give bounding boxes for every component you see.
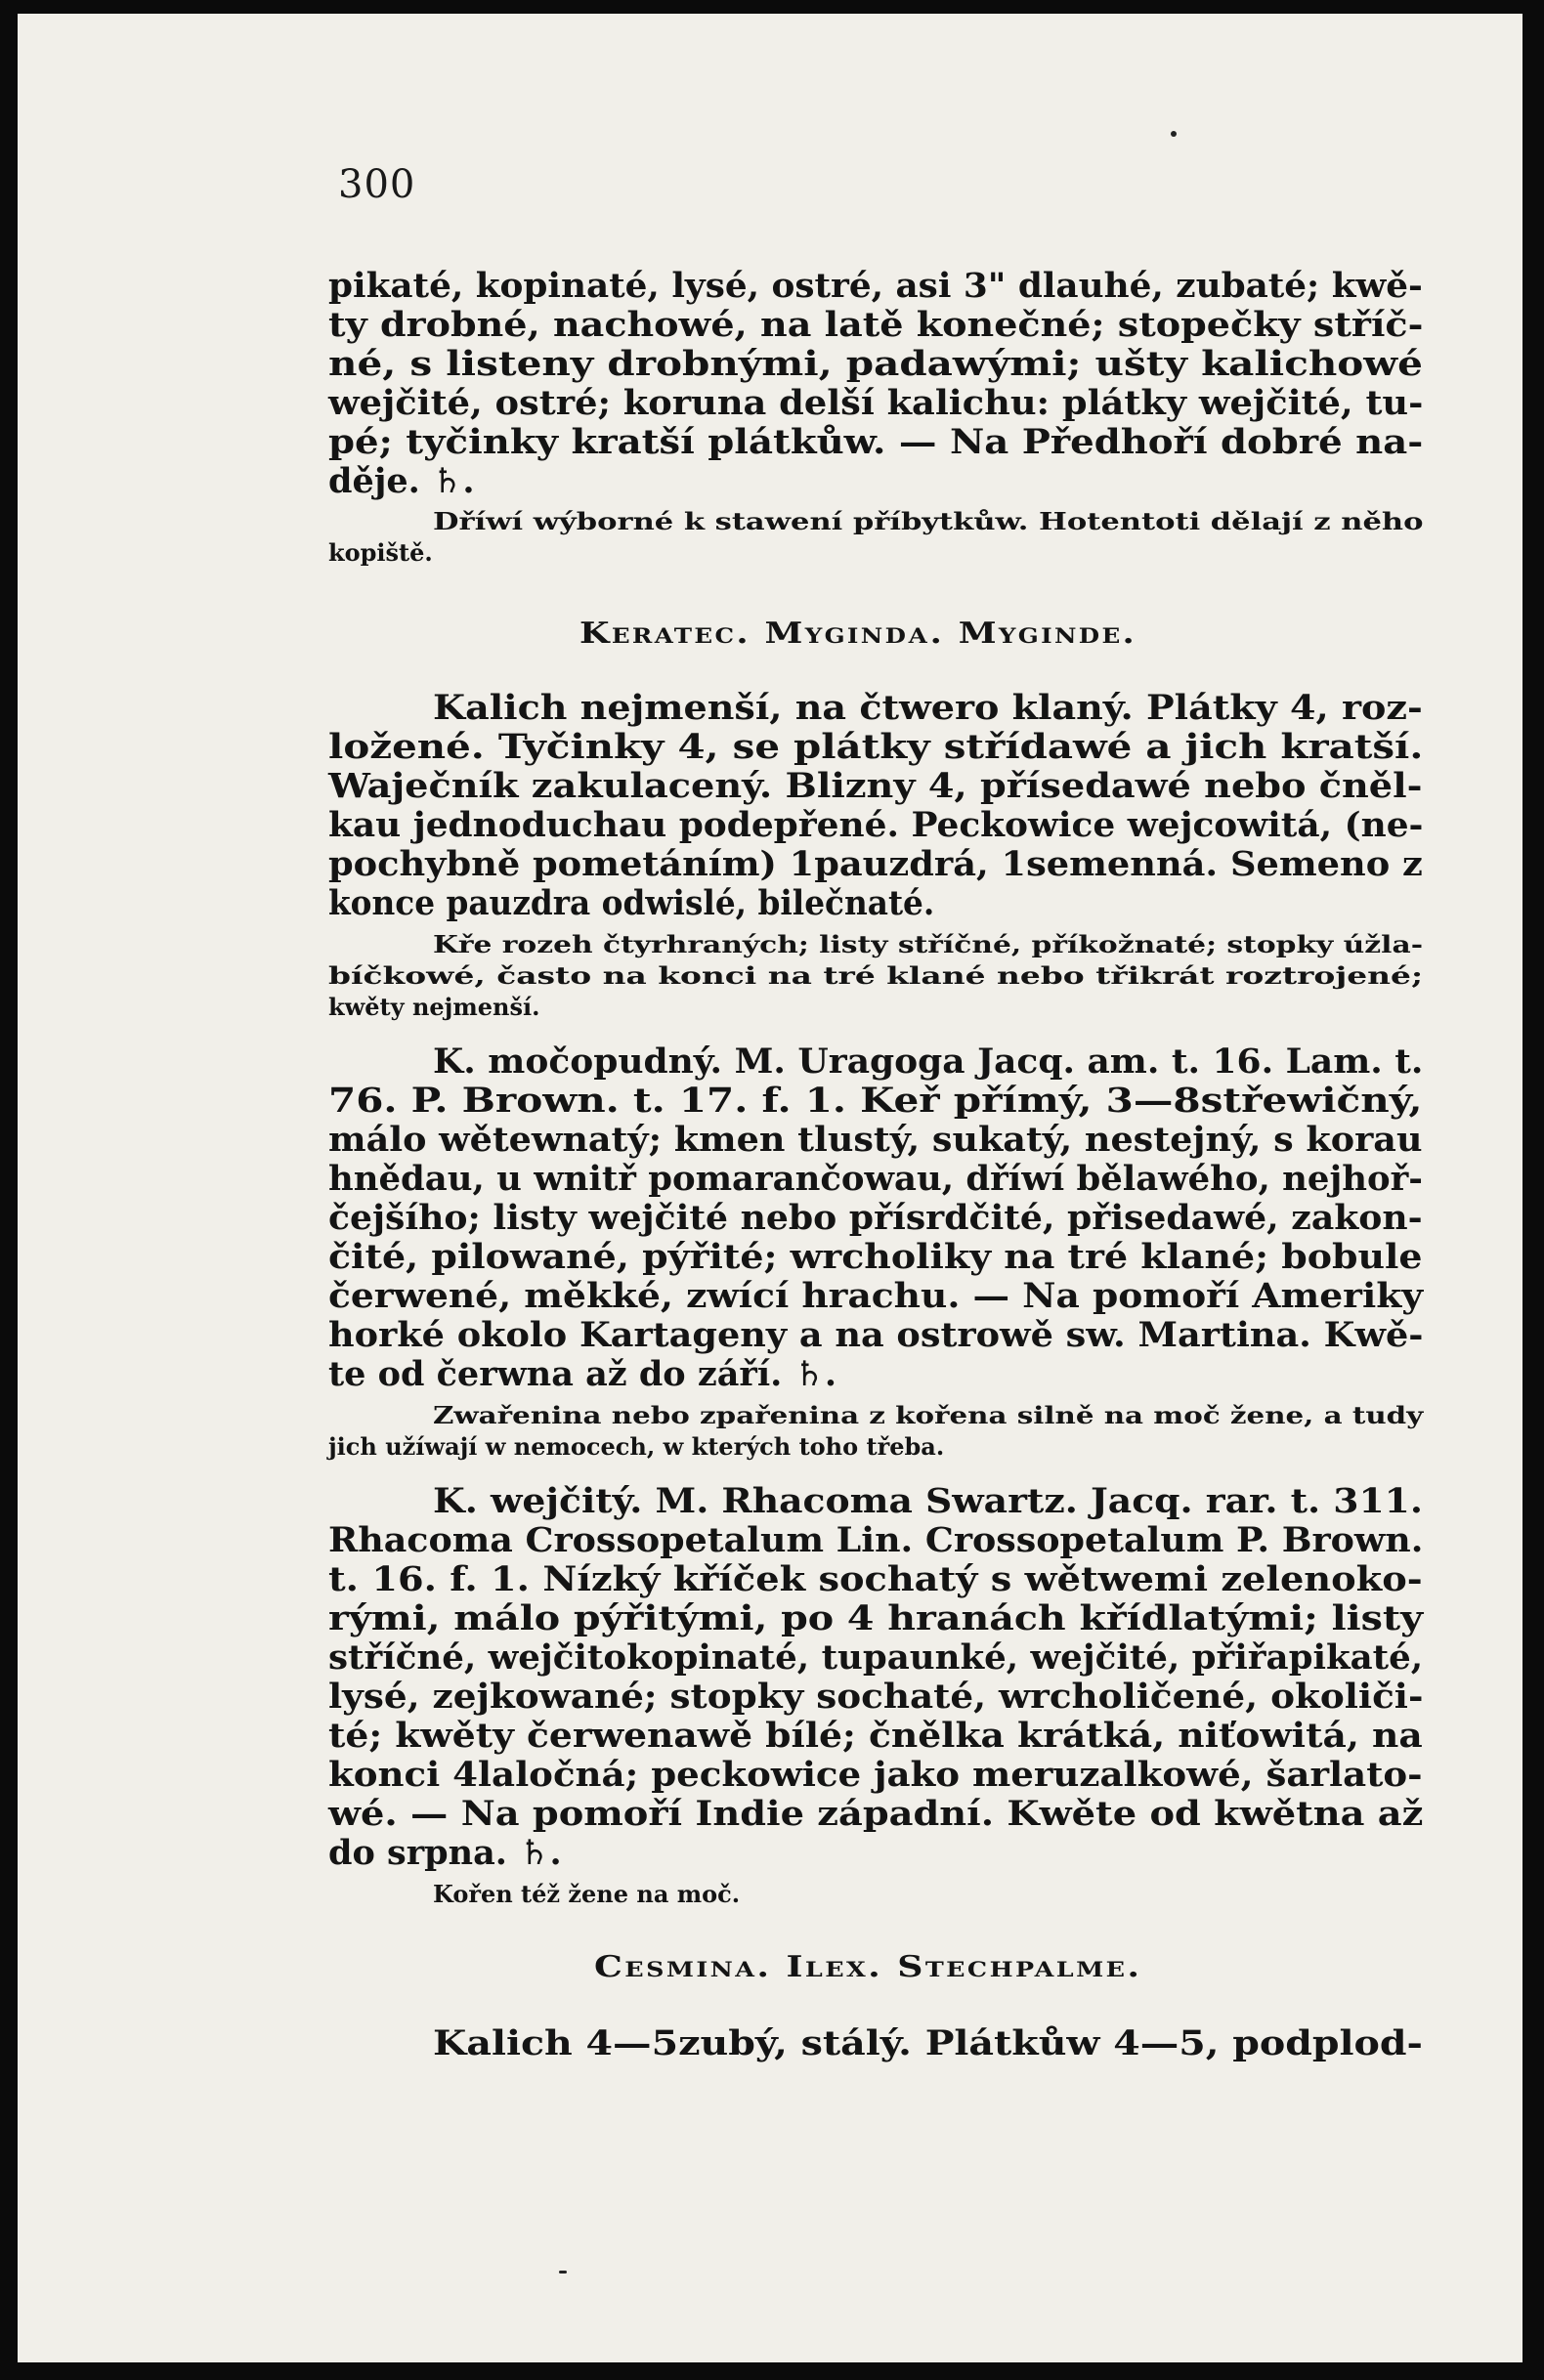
ink-speck xyxy=(559,2271,567,2274)
note-line: jich užíwají w nemocech, w kterých toho třeba. xyxy=(328,1432,945,1461)
text-line: wejčité, ostré; koruna delší kalichu: plátky wejčité, tu- xyxy=(328,383,1424,423)
text-line: Waječník zakulacený. Blizny 4, přísedawé nebo čněl- xyxy=(328,766,1423,806)
text-line: stříčné, wejčitokopinaté, tupaunké, wejčité, přiřapikaté, xyxy=(328,1637,1424,1678)
text-line: konce pauzdra odwislé, bilečnaté. xyxy=(328,883,935,923)
text-line: kau jednoduchau podepřené. Peckowice wejcowitá, (ne- xyxy=(328,805,1424,845)
note-line: Kořen též žene na moč. xyxy=(433,1880,741,1908)
genus-heading: Cesmina. Ilex. Stechpalme. xyxy=(594,1950,1142,1984)
genus-heading: Keratec. Mygindа. Myginde. xyxy=(579,616,1137,651)
page-number: 300 xyxy=(338,162,416,207)
note-line: kwěty nejmenší. xyxy=(328,993,540,1021)
text-line: konci 4laločná; peckowice jako meruzalkowé, šarlato- xyxy=(328,1755,1423,1795)
note-line: Zwařenina nebo zpařenina z kořena silně na moč žene, a tudy xyxy=(433,1401,1424,1429)
note-line: kopiště. xyxy=(328,538,433,567)
ink-speck xyxy=(1171,131,1177,137)
text-line: pochybně pometáním) 1pauzdrá, 1semenná. Semeno z xyxy=(328,844,1423,884)
text-line: né, s listeny drobnými, padawými; ušty kalichowé xyxy=(328,344,1423,384)
text-line: 76. P. Brown. t. 17. f. 1. Keř přímý, 3—8střewičný, xyxy=(328,1081,1423,1121)
text-line: čerwené, měkké, zwící hrachu. — Na pomoří Ameriky xyxy=(328,1276,1424,1316)
text-line: lysé, zejkowané; stopky sochaté, wrcholičené, okoliči- xyxy=(328,1677,1424,1717)
text-line: wé. — Na pomoří Indie západní. Kwěte od kwětna až xyxy=(328,1794,1424,1834)
text-line: čejšího; listy wejčité nebo přísrdčité, přisedawé, zakon- xyxy=(328,1198,1423,1238)
book-page xyxy=(18,14,1523,2362)
text-line: málo wětewnatý; kmen tlustý, sukatý, nestejný, s korau xyxy=(328,1120,1423,1160)
text-line: čité, pilowané, pýřité; wrcholiky na tré klané; bobule xyxy=(328,1237,1423,1277)
note-line: bíčkowé, často na konci na tré klané nebo třikrát roztrojené; xyxy=(328,961,1424,990)
text-line: Kalich 4—5zubý, stálý. Plátkůw 4—5, podplod- xyxy=(433,2023,1423,2063)
text-line: pikaté, kopinaté, lysé, ostré, asi 3" dlauhé, zubaté; kwě- xyxy=(328,266,1423,306)
text-line: té; kwěty čerwenawě bílé; čnělka krátká, niťowitá, na xyxy=(328,1716,1423,1756)
species-entry: K. močopudný. M. Uragoga Jacq. am. t. 16. Lam. t. xyxy=(433,1041,1424,1082)
text-line: Kalich nejmenší, na čtwero klaný. Plátky 4, roz- xyxy=(433,688,1423,728)
text-line: děje. ♄. xyxy=(328,461,475,501)
text-line: t. 16. f. 1. Nízký kříček sochatý s wětwemi zelenoko- xyxy=(328,1559,1423,1599)
text-line: te od čerwna až do září. ♄. xyxy=(328,1354,837,1394)
species-entry: K. wejčitý. M. Rhacoma Swartz. Jacq. rar. t. 311. xyxy=(433,1481,1424,1521)
text-line: pé; tyčinky kratší plátkůw. — Na Předhoří dobré na- xyxy=(328,422,1424,462)
text-line: rými, málo pýřitými, po 4 hranách křídlatými; listy xyxy=(328,1598,1424,1638)
text-line: do srpna. ♄. xyxy=(328,1833,562,1873)
text-line: Rhacoma Crossopetalum Lin. Crossopetalum P. Brown. xyxy=(328,1520,1424,1560)
note-line: Kře rozeh čtyrhraných; listy stříčné, příkožnaté; stopky úžla- xyxy=(433,930,1424,958)
note-line: Dříwí wýborné k stawení příbytkůw. Hotentoti dělají z něho xyxy=(433,507,1424,535)
text-line: hnědau, u wnitř pomarančowau, dříwí bělawého, nejhoř- xyxy=(328,1159,1423,1199)
text-line: ty drobné, nachowé, na latě konečné; stopečky stříč- xyxy=(328,305,1424,345)
text-line: ložené. Tyčinky 4, se plátky střídawé a jich kratší. xyxy=(328,727,1424,767)
text-line: horké okolo Kartageny a na ostrowě sw. Martina. Kwě- xyxy=(328,1315,1424,1355)
